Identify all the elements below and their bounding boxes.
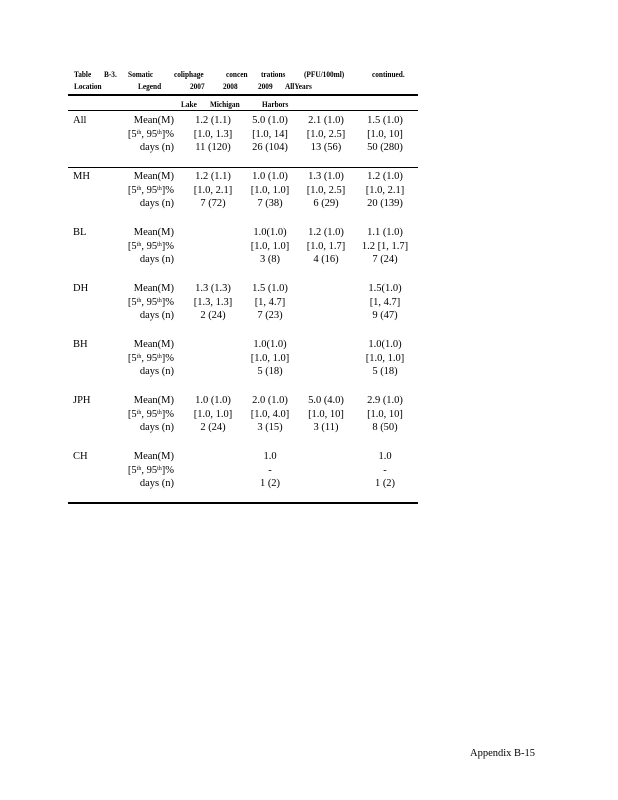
- legend-mean: Mean(M): [133, 227, 174, 238]
- subheader-michigan: Michigan: [210, 99, 240, 109]
- legend-cell: [116, 394, 174, 435]
- days-count: 11 (120): [195, 142, 231, 153]
- column-header-legend: Legend: [138, 81, 162, 91]
- value-cell-y2007: [183, 226, 243, 267]
- table-caption-word: (PFU/100ml): [304, 69, 345, 79]
- header-rule-top: [68, 94, 418, 96]
- legend-cell: [116, 226, 174, 267]
- mean-value: 2.0 (1.0): [252, 395, 288, 406]
- value-cell-y2008: [240, 170, 300, 211]
- subheader-harbors: Harbors: [262, 99, 289, 109]
- mean-value: 1.0 (1.0): [195, 395, 231, 406]
- days-count: 5 (18): [372, 366, 398, 377]
- mean-value: 1.5 (1.0): [252, 283, 288, 294]
- value-cell-y2007: [183, 394, 243, 435]
- value-cell-all: [354, 394, 416, 435]
- mean-value: 1.0(1.0): [368, 339, 402, 350]
- percentile-range: [1.0, 2.1]: [365, 184, 405, 196]
- legend-cell: [116, 282, 174, 323]
- percentile-range: [1.0, 1.3]: [193, 128, 233, 140]
- table-caption-word: Table: [74, 69, 92, 79]
- legend-mean: Mean(M): [133, 171, 174, 182]
- mean-value: 2.9 (1.0): [367, 395, 403, 406]
- percentile-range: [1, 4.7]: [369, 296, 401, 308]
- location-cell: All: [73, 115, 87, 126]
- mean-value: [296, 338, 356, 352]
- column-header-allyears: AllYears: [285, 81, 312, 91]
- percentile-range: [183, 240, 243, 254]
- value-cell-y2009: [296, 394, 356, 435]
- percentile-range: [183, 352, 243, 366]
- legend-percentile: [5th, 95th]%: [127, 408, 174, 420]
- value-cell-y2007: [183, 114, 243, 155]
- days-count: 5 (18): [257, 366, 283, 377]
- days-count: 2 (24): [200, 310, 226, 321]
- location-cell: JPH: [73, 395, 91, 406]
- column-header-2009: 2009: [258, 81, 273, 91]
- percentile-range: [1.0, 2.5]: [306, 184, 346, 196]
- percentile-range: [296, 352, 356, 366]
- value-cell-y2009: [296, 282, 356, 323]
- percentile-range: [1.0, 1.0]: [250, 240, 290, 252]
- mean-value: 1.0 (1.0): [252, 171, 288, 182]
- mean-value: 1.3 (1.0): [308, 171, 344, 182]
- column-header-2007: 2007: [190, 81, 205, 91]
- value-cell-all: [354, 170, 416, 211]
- percentile-range: [1.0, 2.1]: [193, 184, 233, 196]
- percentile-range: [1.0, 10]: [367, 408, 403, 420]
- value-cell-y2007: [183, 170, 243, 211]
- mean-value: 1.5(1.0): [368, 283, 402, 294]
- mean-value: [296, 282, 356, 296]
- legend-percentile: [5th, 95th]%: [127, 184, 174, 196]
- mean-value: 1.2 (1.0): [367, 171, 403, 182]
- location-cell: DH: [73, 283, 89, 294]
- column-header-2008: 2008: [223, 81, 238, 91]
- table-caption-word: Somatic: [128, 69, 154, 79]
- legend-cell: [116, 170, 174, 211]
- days-count: [296, 477, 356, 491]
- value-cell-y2007: [183, 338, 243, 379]
- column-header-location: Location: [74, 81, 102, 91]
- days-count: 7 (24): [372, 254, 398, 265]
- value-cell-y2009: [296, 338, 356, 379]
- table-caption-word: trations: [261, 69, 286, 79]
- days-count: 2 (24): [200, 422, 226, 433]
- days-count: 7 (72): [200, 198, 226, 209]
- mean-value: 1.0(1.0): [253, 339, 287, 350]
- location-cell: BH: [73, 339, 88, 350]
- value-cell-y2008: [240, 450, 300, 491]
- days-count: 1 (2): [259, 478, 281, 489]
- legend-percentile: [5th, 95th]%: [127, 296, 174, 308]
- percentile-range: [1.0, 14]: [252, 128, 288, 140]
- legend-cell: [116, 450, 174, 491]
- days-count: [296, 365, 356, 379]
- days-count: [183, 253, 243, 267]
- location-cell: MH: [73, 171, 90, 182]
- legend-mean: Mean(M): [133, 451, 174, 462]
- value-cell-all: [354, 226, 416, 267]
- value-cell-y2008: [240, 114, 300, 155]
- value-cell-y2007: [183, 282, 243, 323]
- value-cell-all: [354, 450, 416, 491]
- mean-value: 1.3 (1.3): [195, 283, 231, 294]
- mean-value: 1.0(1.0): [253, 227, 287, 238]
- mean-value: 5.0 (1.0): [252, 115, 288, 126]
- value-cell-y2009: [296, 226, 356, 267]
- days-count: 13 (56): [310, 142, 342, 153]
- mean-value: 2.1 (1.0): [308, 115, 344, 126]
- value-cell-y2007: [183, 450, 243, 491]
- value-cell-y2008: [240, 282, 300, 323]
- days-count: 4 (16): [313, 254, 339, 265]
- percentile-range: [1.0, 1.7]: [306, 240, 346, 252]
- table-bottom-rule: [68, 502, 418, 504]
- days-count: 8 (50): [372, 422, 398, 433]
- percentile-range: [1.3, 1.3]: [193, 296, 233, 308]
- mean-value: 1.5 (1.0): [367, 115, 403, 126]
- percentile-range: [296, 296, 356, 310]
- legend-mean: Mean(M): [133, 283, 174, 294]
- legend-days: days (n): [139, 142, 174, 153]
- value-cell-y2008: [240, 338, 300, 379]
- value-cell-y2009: [296, 114, 356, 155]
- legend-days: days (n): [139, 254, 174, 265]
- legend-days: days (n): [139, 310, 174, 321]
- days-count: [296, 309, 356, 323]
- mean-value: 1.2 (1.0): [308, 227, 344, 238]
- legend-days: days (n): [139, 198, 174, 209]
- header-rule-bottom: [68, 110, 418, 111]
- value-cell-y2009: [296, 170, 356, 211]
- page-footer: Appendix B-15: [470, 748, 536, 759]
- percentile-range: -: [383, 464, 387, 476]
- mean-value: [296, 450, 356, 464]
- legend-percentile: [5th, 95th]%: [127, 128, 174, 140]
- percentile-range: [1.0, 4.0]: [250, 408, 290, 420]
- legend-percentile: [5th, 95th]%: [127, 240, 174, 252]
- mean-value: 5.0 (4.0): [308, 395, 344, 406]
- value-cell-y2008: [240, 226, 300, 267]
- days-count: 50 (280): [367, 142, 403, 153]
- value-cell-all: [354, 114, 416, 155]
- days-count: 9 (47): [372, 310, 398, 321]
- location-cell: CH: [73, 451, 88, 462]
- percentile-range: [1.0, 1.0]: [250, 352, 290, 364]
- table-caption-word: continued.: [372, 69, 405, 79]
- table-caption-word: coliphage: [174, 69, 204, 79]
- days-count: [183, 365, 243, 379]
- mean-value: 1.0: [378, 451, 392, 462]
- days-count: 26 (104): [252, 142, 288, 153]
- legend-days: days (n): [139, 478, 174, 489]
- percentile-range: [1.0, 2.5]: [306, 128, 346, 140]
- mean-value: 1.0: [263, 451, 277, 462]
- legend-mean: Mean(M): [133, 115, 174, 126]
- percentile-range: [1.0, 1.0]: [365, 352, 405, 364]
- value-cell-y2009: [296, 450, 356, 491]
- mean-value: [183, 450, 243, 464]
- days-count: 7 (23): [257, 310, 283, 321]
- days-count: 3 (11): [313, 422, 339, 433]
- table-caption-word: concen: [226, 69, 248, 79]
- percentile-range: [296, 464, 356, 478]
- location-cell: BL: [73, 227, 87, 238]
- legend-percentile: [5th, 95th]%: [127, 464, 174, 476]
- value-cell-y2008: [240, 394, 300, 435]
- mean-value: 1.1 (1.0): [367, 227, 403, 238]
- legend-percentile: [5th, 95th]%: [127, 352, 174, 364]
- days-count: 6 (29): [313, 198, 339, 209]
- value-cell-all: [354, 282, 416, 323]
- subheader-lake: Lake: [181, 99, 197, 109]
- days-count: 3 (8): [259, 254, 281, 265]
- mean-value: 1.2 (1.1): [195, 171, 231, 182]
- mean-value: [183, 338, 243, 352]
- percentile-range: [1.0, 1.0]: [250, 184, 290, 196]
- value-cell-all: [354, 338, 416, 379]
- days-count: 7 (38): [257, 198, 283, 209]
- days-count: 20 (139): [367, 198, 403, 209]
- percentile-range: -: [268, 464, 272, 476]
- mean-value: 1.2 (1.1): [195, 115, 231, 126]
- legend-cell: [116, 114, 174, 155]
- legend-mean: Mean(M): [133, 395, 174, 406]
- legend-days: days (n): [139, 422, 174, 433]
- percentile-range: 1.2 [1, 1.7]: [361, 240, 409, 252]
- days-count: 1 (2): [374, 478, 396, 489]
- table-caption-word: B-3.: [104, 69, 117, 79]
- legend-days: days (n): [139, 366, 174, 377]
- days-count: 3 (15): [257, 422, 283, 433]
- percentile-range: [1, 4.7]: [254, 296, 286, 308]
- days-count: [183, 477, 243, 491]
- mean-value: [183, 226, 243, 240]
- percentile-range: [1.0, 10]: [367, 128, 403, 140]
- legend-mean: Mean(M): [133, 339, 174, 350]
- percentile-range: [1.0, 1.0]: [193, 408, 233, 420]
- percentile-range: [1.0, 10]: [308, 408, 344, 420]
- legend-cell: [116, 338, 174, 379]
- percentile-range: [183, 464, 243, 478]
- group-divider: [68, 167, 418, 168]
